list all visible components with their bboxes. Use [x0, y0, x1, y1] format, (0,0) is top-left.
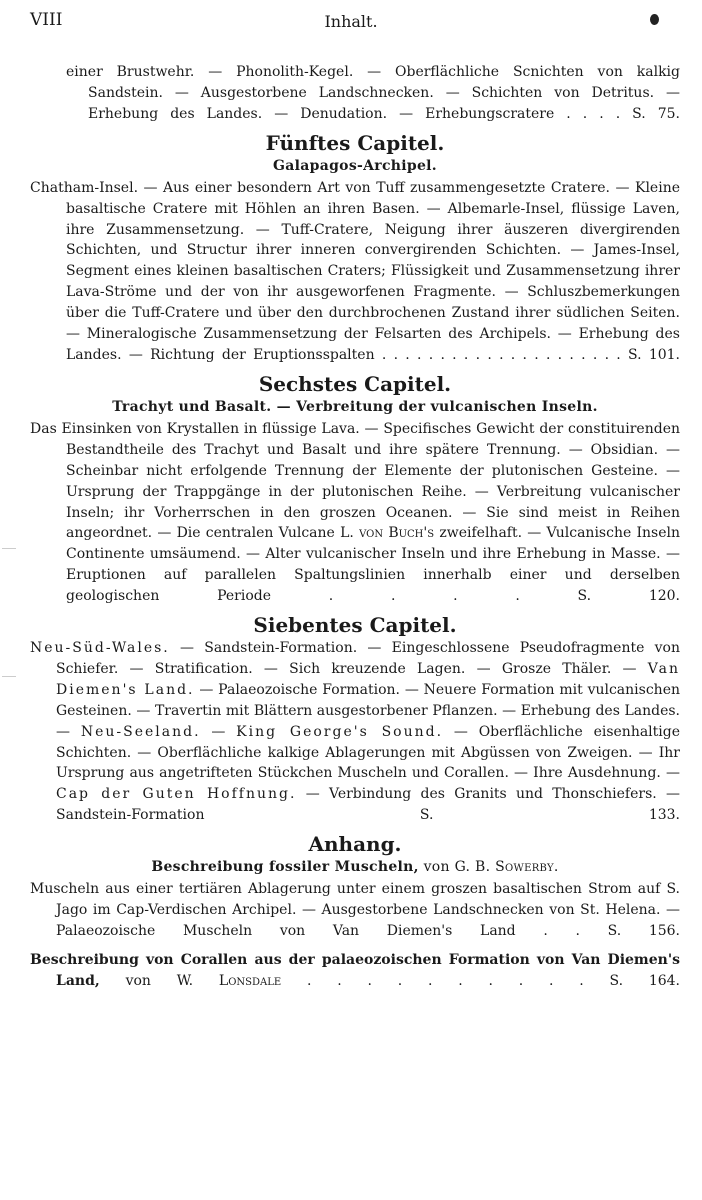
- page-header: [0, 6, 702, 36]
- appendix-entry-2: [30, 950, 680, 992]
- chapter-6-title: Sechstes Capitel.: [258, 371, 452, 396]
- chapter-6-text-a: Das Einsinken von Krystallen in flüssige Lava. — Specifisches Gewicht der constituirenden Bestandtheile des Trachyt und Basalt und ihre spätere Trennung. — Obsidian. — Scheinbar nicht erfolgende Trennung der Elemente der plutonischen Gesteine. — Ursprung der Trappgänge in der plutonischen Reihe. — Verbreitung vulcanischer Inseln; ihr Vorherrschen in den groszen Oceanen. — Sie sind meist in Reihen angeordnet. — Die centralen Vulcane L.: [30, 420, 680, 542]
- chapter-7-text-a: — Sandstein-Formation. — Eingeschlossene Pseudofragmente von Schiefer. — Stratification. — Sich kreuzende Lagen. — Grosze Thäler. —: [56, 640, 680, 677]
- page-number: VIII: [30, 10, 63, 30]
- place-king-georges-sound: King George's Sound.: [236, 723, 444, 740]
- author-sowerby: Sowerby.: [495, 859, 559, 876]
- chapter-5-contents: Chatham-Insel. — Aus einer besondern Art von Tuff zusammengesetzte Cratere. — Kleine basaltische Cratere mit Höhlen an ihren Basen. — Albemarle-Insel, flüssige Laven, ihre Zusammensetzung. — Tuff-Cratere, Neigung ihrer äuszeren divergirenden Schichten, und Structur ihrer inneren convergirenden Schichten. — James-Insel, Segment eines kleinen basaltischen Craters; Flüssigkeit und Zusammensetzung ihrer Lava-Ströme und der von ihr ausgeworfenen Fragmente. — Schluszbemerkungen über die Tuff-Cratere und über den durchbrochenen Zustand ihrer südlichen Seiten. — Mineralogische Zusammensetzung der Felsarten des Archipels. — Erhebung des Landes. — Richtung der Eruptionsspalten . . . . . . . . . . . . . . . . . . . . . S. 101.: [30, 179, 680, 363]
- chapter-7-text-e: — Verbindung des Granits und Thonschiefers. — Sandstein-Formation S. 133.: [56, 786, 680, 824]
- chapter-5-subtitle: Galapagos-Archipel.: [273, 157, 437, 174]
- place-van-diemens-land: Van Diemen's Land.: [56, 660, 680, 698]
- chapter-7-text-b: — Palaeozoische Formation. — Neuere Formation mit vulcanischen Gesteinen. — Travertin mit Blättern ausgestorbener Pflanzen. — Erhebung des Landes. —: [56, 681, 680, 740]
- chapter-7-title: Siebentes Capitel.: [253, 613, 457, 638]
- place-cap-der-guten-hoffnung: Cap der Guten Hoffnung.: [56, 786, 297, 803]
- author-von-buch: von Buch's: [359, 525, 435, 542]
- chapter-6-text-b: zweifelhaft. — Vulcanische Inseln Continente umsäumend. — Alter vulcanischer Inseln und ihre Erhebung in Masse. — Eruptionen auf parallelen Spaltungslinien innerhalb einer und derselben geologischen Periode . . . . S. 120.: [66, 525, 681, 605]
- appendix-entry-2-von: von W.: [99, 972, 219, 989]
- chapter-5-title: Fünftes Capitel.: [265, 130, 445, 155]
- chapter-7-text-c: —: [200, 723, 237, 740]
- author-lonsdale: Lonsdale: [218, 972, 282, 989]
- appendix-entry-2-bold: Beschreibung von Corallen aus der palaeozoischen Formation von Van Diemen's Land,: [30, 951, 680, 989]
- place-neu-seeland: Neu-Seeland.: [80, 723, 201, 740]
- ink-blot: [650, 14, 659, 25]
- table-of-contents: [30, 62, 680, 992]
- appendix-subtitle: [30, 857, 680, 877]
- appendix-subtitle-bold: Beschreibung fossiler Muscheln,: [151, 859, 419, 876]
- running-title: Inhalt.: [324, 12, 378, 31]
- appendix-entry-1: Muscheln aus einer tertiären Ablagerung unter einem groszen basaltischen Strom auf S. Jago im Cap-Verdischen Archipel. — Ausgestorbene Landschnecken von St. Helena. — Palaeozoische Muscheln von Van Diemen's Land . . S. 156.: [30, 881, 680, 939]
- appendix-subtitle-von: von G. B.: [418, 859, 496, 876]
- margin-mark: [2, 548, 16, 549]
- chapter-6-subtitle: Trachyt und Basalt. — Verbreitung der vulcanischen Inseln.: [112, 398, 598, 415]
- appendix-entry-2-page: . . . . . . . . . . S. 164.: [281, 972, 680, 989]
- chapter-6-contents: [30, 419, 680, 607]
- toc-entry-continued: einer Brustwehr. — Phonolith-Kegel. — Oberflächliche Scnichten von kalkig Sandstein. — Ausgestorbene Landschnecken. — Schichten von Detritus. — Erhebung des Landes. — Denudation. — Erhebungscratere . . . . S. 75.: [66, 64, 680, 122]
- appendix-title: Anhang.: [308, 832, 402, 857]
- place-neu-sued-wales: Neu-Süd-Wales.: [30, 640, 170, 657]
- chapter-7-text-d: — Oberflächliche eisenhaltige Schichten. — Oberflächliche kalkige Ablagerungen mit Abgüssen von Zweigen. — Ihr Ursprung aus angetrifteten Stückchen Muscheln und Corallen. — Ihre Ausdehnung. —: [56, 723, 681, 782]
- chapter-7-contents: [30, 638, 680, 826]
- margin-mark: [2, 676, 16, 677]
